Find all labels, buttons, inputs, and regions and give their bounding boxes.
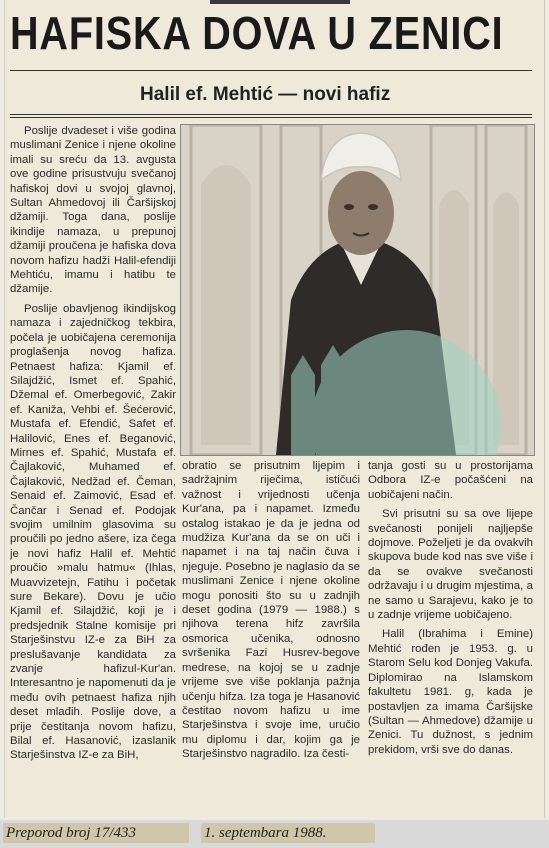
article-paragraph: Poslije dvadeset i više godina muslimani Zenice i njene okoline imali su sreću da 13. avgusta ove godine prisustvuju svečanoj hafiskoj dovi u svojoj glavnoj, Sultan Ahmedovoj ili Čaršijskoj džamiji. Toga dana, poslije ikindije namaza, u prepunoj džamiji proučena je hafiska dova novom hafizu hadži Halil-efendiji Mehtiću, imamu i hatibu te džamije.	[10, 125, 176, 296]
article-column-middle	[182, 459, 360, 814]
article-column-right	[368, 459, 533, 814]
article-paragraph: Svi prisutni su sa ove lijepe svečanosti ponijeli najljepše dojmove. Poželjeti je da ovakvih skupova bude kod nas sve više i da se ovakve svečanosti održavaju i u drugim mjestima, a ne samo u Sarajevu, kako je to u zadnje vrijeme uobičajeno.	[368, 508, 533, 622]
article-paragraph: Poslije obavljenog ikindijskog namaza i zajedničkog tekbira, počela je uobičajena ceremonija proglašenja novog hafiza. Petnaest hafiza: Kjamil ef. Silajdžić, Ismet ef. Spahić, Džemal ef. Omerbegović, Zakir ef. Kaniža, Vehbi ef. Šećerović, Mustafa ef. Efendić, Safet ef. Halilović, Enes ef. Beganović, Mirnes ef. Spahić, Mustafa ef. Čajlaković, Muhamed ef. Čajlaković, Nedžad ef. Čeman, Senaid ef. Zaimović, Esad ef. Čančar i Senad ef. Podojak svojim umilnim glasovima su proučili po jedno ašere, iza čega je novi hafiz Halil ef. Mehtić proučio »malu hatmu« (Ihlas, Muavvizetejn, Fatihu i početak sure Bekare). Dovu je učio Kjamil ef. Silajdžić, koji je i predsjednik Stalne komisije pri Starješinstvu IZ-e za BiH za preslušavanje kandidata za zvanje hafizul-Kur'an. Interesantno je napomenuti da je među ovih petnaest hafiza njih deset mlađih. Poslije dove, a prije čestitanja novom hafizu, Bilal ef. Hasanović, izaslanik Starješinstva IZ-e za BiH,	[10, 302, 176, 762]
publication-label: Preporod broj 17/433	[3, 823, 189, 843]
author-bio-paragraph: Halil (Ibrahima i Emine) Mehtić rođen je 1953. g. u Starom Selu kod Donjeg Vakufa. Diplomirao na Islamskom fakultetu 1981. g, kada je postavljen za imama Čaršijske (Sultan — Ahmedove) džamije u Zenici. Tu dužnost, s jednim prekidom, vrši sve do danas.	[368, 628, 533, 756]
subheadline-rule-bottom	[10, 117, 532, 118]
headline: HAFISKA DOVA U ZENICI	[10, 7, 504, 59]
headline-rule	[10, 70, 532, 71]
portrait-photo	[180, 124, 535, 456]
portrait-illustration	[181, 125, 534, 455]
publication-date: 1. septembara 1988.	[201, 823, 375, 843]
article-paragraph: tanja gosti su u prostorijama Odbora IZ-e počašćeni na uobičajeni način.	[368, 460, 533, 501]
subheadline: Halil ef. Mehtić — novi hafiz	[140, 84, 391, 105]
article-paragraph: obratio se prisutnim lijepim i sadržajnim riječima, ističući važnost i vrijednosti učenja Kur'ana, pa i napamet. Između ostalog istakao je da je jedna od mudžiza Kur'ana da se on uči i napamet i na taj način čuva i njeguje. Posebno je naglasio da se muslimani Zenice i njene okoline mogu ponositi što su u zadnjih deset godina (1979 — 1988.) s njihova terena hifz završila osmorica učenika, odnosno svršenika Fazi Husrev-begove medrese, na kojoj se u zadnje vrijeme sve više poklanja pažnja učenju hifza. Iza toga je Hasanović čestitao novom hafizu u ime Starješinstva i svoje ime, uručio mu diplomu i dar, kojim ga je Starješinstvo nagradilo. Iza česti-	[182, 460, 360, 761]
article-column-left	[10, 124, 176, 814]
subheadline-rule-top	[10, 114, 532, 115]
